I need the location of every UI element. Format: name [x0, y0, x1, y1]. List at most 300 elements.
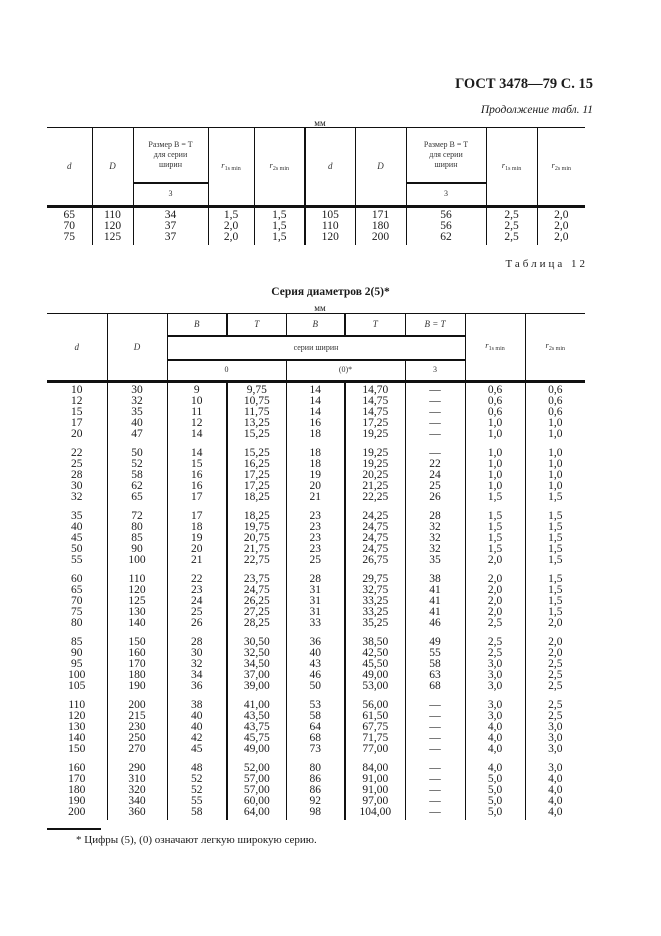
table-cell: 2,5	[487, 647, 503, 659]
table-cell: 2,0	[487, 573, 503, 585]
page-header: ГОСТ 3478—79 С. 15	[455, 76, 593, 92]
table-cell: 100	[128, 554, 146, 566]
table-cell: 20,75	[243, 532, 270, 544]
table-cell: 2,0	[487, 595, 503, 607]
table-cell: 120	[128, 584, 146, 596]
table-cell: 62	[131, 480, 143, 492]
table-cell: 61,50	[362, 710, 389, 722]
table-cell: 73	[309, 743, 321, 755]
table-cell: 2,5	[548, 699, 563, 711]
table-cell: 55	[191, 795, 203, 807]
table-cell: 14	[309, 395, 321, 407]
table-cell: 120	[68, 710, 86, 722]
table-cell: 20	[71, 428, 83, 440]
table-cell: 3,0	[487, 680, 503, 692]
table-cell: 12	[191, 417, 203, 429]
t11-header-r2: $r_{2s min}$	[254, 128, 305, 207]
table-cell: 24	[191, 595, 203, 607]
table-cell: 24,75	[362, 532, 389, 544]
table-cell: 26,25	[243, 595, 270, 607]
table-cell: 290	[128, 762, 146, 774]
table-cell: 1,5	[487, 521, 503, 533]
table-cell: 3,0	[548, 732, 563, 744]
table-cell: 42,50	[362, 647, 389, 659]
table-cell: 14	[191, 447, 203, 459]
table-cell: 1,5	[548, 573, 563, 585]
t11-header-r2-right: $r_{2s min}$	[537, 128, 585, 207]
table-cell: 2,0	[487, 606, 503, 618]
table-cell: 40	[71, 521, 83, 533]
table-cell: 23	[309, 521, 321, 533]
table-cell: 32,50	[243, 647, 270, 659]
table-cell: 52	[191, 773, 203, 785]
table-cell: 17	[71, 417, 83, 429]
table-cell: 4,0	[548, 806, 563, 818]
table-cell: 48	[191, 762, 203, 774]
table-cell: 80	[309, 762, 321, 774]
table-cell: 21,75	[243, 543, 270, 555]
table-cell: 15	[71, 406, 83, 418]
t12-header-D: D	[107, 314, 167, 382]
t11-data-block	[47, 207, 585, 246]
table-cell: —	[429, 406, 441, 418]
table-cell: 1,0	[548, 417, 563, 429]
t11-header-D: D	[92, 128, 133, 207]
table-cell: 19,25	[362, 447, 389, 459]
table-cell: 33,25	[362, 595, 389, 607]
table-cell: 46	[309, 669, 321, 681]
table-cell: 140	[128, 617, 146, 629]
footnote-divider	[47, 828, 101, 830]
table-cell: 52,00	[243, 762, 270, 774]
table-cell: —	[429, 732, 441, 744]
t11-col-d-right: 105 110 120	[305, 207, 355, 246]
t11-col-r1-right: 2,5 2,5 2,5	[486, 207, 537, 246]
table-cell: 57,00	[243, 784, 270, 796]
table-cell: 2,0	[487, 584, 503, 596]
table-cell: 1,5	[548, 584, 563, 596]
table-cell: 35,25	[362, 617, 389, 629]
table-cell: 53,00	[362, 680, 389, 692]
t11-header-r1: $r_{1s min}$	[208, 128, 254, 207]
table-cell: 1,0	[548, 469, 563, 481]
table-cell: 1,0	[487, 417, 503, 429]
table-cell: 33	[309, 617, 321, 629]
table-cell: 90	[71, 647, 83, 659]
t12-col-B-0	[167, 382, 227, 821]
table-cell: 5,0	[487, 784, 503, 796]
table-cell: 64	[309, 721, 321, 733]
table-cell: 130	[68, 721, 86, 733]
table-cell: 230	[128, 721, 146, 733]
table-cell: 19,75	[243, 521, 270, 533]
table-cell: 49	[429, 636, 441, 648]
table11	[47, 127, 585, 245]
t11-header-D-right: D	[355, 128, 406, 207]
table-cell: 2,5	[548, 658, 563, 670]
table-cell: 16,25	[243, 458, 270, 470]
table-cell: 310	[128, 773, 146, 785]
t11-header-series-right: 3	[406, 183, 486, 207]
table-cell: 49,00	[362, 669, 389, 681]
t12-col-r2	[525, 382, 585, 821]
table-cell: 45	[71, 532, 83, 544]
table-cell: 21	[309, 491, 321, 503]
table-cell: 320	[128, 784, 146, 796]
table-cell: 13,25	[243, 417, 270, 429]
table-cell: 160	[128, 647, 146, 659]
table-cell: 1,0	[487, 428, 503, 440]
table-cell: 250	[128, 732, 146, 744]
table-cell: 98	[309, 806, 321, 818]
table-cell: 43	[309, 658, 321, 670]
table-cell: 11,75	[244, 406, 270, 418]
table-cell: 24,25	[362, 510, 389, 522]
t12-header-series-0star: (0)*	[286, 360, 405, 382]
table-cell: 24,75	[362, 521, 389, 533]
table-cell: 58	[429, 658, 441, 670]
t11-header-series: 3	[133, 183, 208, 207]
t12-header-T: T	[227, 314, 286, 336]
table-cell: 160	[68, 762, 86, 774]
table-cell: 11	[191, 406, 203, 418]
table-cell: 40	[131, 417, 143, 429]
table-cell: 1,0	[487, 447, 503, 459]
table-cell: 10	[71, 384, 83, 396]
t12-header-B2: B	[286, 314, 345, 336]
table-cell: 1,0	[548, 458, 563, 470]
table-cell: 17	[191, 510, 203, 522]
table-cell: 85	[131, 532, 143, 544]
table-cell: 30	[191, 647, 203, 659]
table-cell: 270	[128, 743, 146, 755]
table-cell: 2,5	[487, 617, 503, 629]
table-cell: 2,5	[548, 680, 563, 692]
table-cell: 1,0	[487, 458, 503, 470]
table-cell: 90	[131, 543, 143, 555]
t12-header-series-3: 3	[405, 360, 465, 382]
table-cell: 2,0	[487, 554, 503, 566]
table-cell: 180	[68, 784, 86, 796]
table-cell: 56,00	[362, 699, 389, 711]
table-cell: 0,6	[487, 384, 503, 396]
t11-header-r1-right: $r_{1s min}$	[486, 128, 537, 207]
table-cell: 0,6	[548, 395, 563, 407]
table-cell: 110	[68, 699, 86, 711]
table-cell: 1,5	[548, 543, 563, 555]
table-cell: 16	[191, 480, 203, 492]
table-cell: 86	[309, 773, 321, 785]
table-cell: 36	[309, 636, 321, 648]
table-cell: 28	[429, 510, 441, 522]
table-cell: 14,75	[362, 395, 389, 407]
t11-col-r1: 1,5 2,0 2,0	[208, 207, 254, 246]
table-cell: 53	[309, 699, 321, 711]
table-cell: 17,25	[243, 480, 270, 492]
table-cell: 32	[131, 395, 143, 407]
table-cell: 17,25	[362, 417, 389, 429]
table-cell: 22	[191, 573, 203, 585]
table-cell: 1,5	[487, 491, 503, 503]
table-cell: 31	[309, 606, 321, 618]
table-cell: 22,25	[362, 491, 389, 503]
table-cell: 24	[429, 469, 441, 481]
table-cell: 1,5	[487, 510, 503, 522]
table-cell: 50	[131, 447, 143, 459]
table-cell: 340	[128, 795, 146, 807]
table-cell: 28,25	[243, 617, 270, 629]
table-cell: 150	[128, 636, 146, 648]
table-cell: 110	[128, 573, 146, 585]
t12-col-BT-3	[405, 382, 465, 821]
t11-header-d-right: d	[305, 128, 355, 207]
table-cell: 47	[131, 428, 143, 440]
table-cell: 86	[309, 784, 321, 796]
table-cell: 104,00	[359, 806, 392, 818]
table12	[47, 313, 585, 820]
t12-col-T-0star	[345, 382, 405, 821]
table-cell: 50	[309, 680, 321, 692]
table-cell: 65	[71, 584, 83, 596]
table-cell: 2,0	[548, 636, 563, 648]
table-cell: 60,00	[243, 795, 270, 807]
table-cell: 58	[191, 806, 203, 818]
table-cell: —	[429, 721, 441, 733]
t11-col-r2: 1,5 1,5 1,5	[254, 207, 305, 246]
table-cell: 200	[68, 806, 86, 818]
t12-col-T-0	[227, 382, 286, 821]
table-cell: 2,5	[548, 669, 563, 681]
table-cell: —	[429, 417, 441, 429]
table-cell: 14	[309, 406, 321, 418]
table-cell: 35	[429, 554, 441, 566]
table-cell: —	[429, 806, 441, 818]
table-cell: 23	[191, 584, 203, 596]
table-cell: 35	[131, 406, 143, 418]
table-cell: 30,50	[243, 636, 270, 648]
table-cell: 105	[68, 680, 86, 692]
table-cell: 2,5	[548, 710, 563, 722]
table-cell: 32	[71, 491, 83, 503]
table-cell: 57,00	[243, 773, 270, 785]
table-cell: 91,00	[362, 773, 389, 785]
table-cell: 14	[309, 384, 321, 396]
t11-col-D: 110 120 125	[92, 207, 133, 246]
table-cell: 16	[309, 417, 321, 429]
table-cell: 26	[429, 491, 441, 503]
table-cell: 28	[309, 573, 321, 585]
table-cell: 3,0	[548, 762, 563, 774]
t12-col-d	[47, 382, 107, 821]
table-cell: 0,6	[548, 406, 563, 418]
table-cell: 52	[131, 458, 143, 470]
table-cell: 0,6	[487, 395, 503, 407]
table-cell: 4,0	[548, 773, 563, 785]
table-cell: 95	[71, 658, 83, 670]
table-cell: 32	[429, 532, 441, 544]
t11-header-size-right: Размер B = T для серии ширин	[406, 128, 486, 183]
table-cell: 1,5	[548, 595, 563, 607]
table-cell: 23	[309, 532, 321, 544]
table-cell: 84,00	[362, 762, 389, 774]
table-cell: 43,75	[243, 721, 270, 733]
table-cell: —	[429, 795, 441, 807]
table-cell: 80	[131, 521, 143, 533]
table-cell: 36	[191, 680, 203, 692]
table-cell: 37,00	[243, 669, 270, 681]
table-cell: 60	[71, 573, 83, 585]
table-cell: 80	[71, 617, 83, 629]
table-cell: 15,25	[243, 428, 270, 440]
table-cell: —	[429, 395, 441, 407]
table12-unit: мм	[314, 303, 326, 313]
table-cell: 4,0	[487, 721, 503, 733]
table-cell: 4,0	[548, 784, 563, 796]
table-cell: 97,00	[362, 795, 389, 807]
table-cell: 1,5	[548, 532, 563, 544]
table-cell: 31	[309, 584, 321, 596]
table-cell: 21	[191, 554, 203, 566]
table-cell: 50	[71, 543, 83, 555]
table-cell: 0,6	[487, 406, 503, 418]
table-cell: 1,5	[487, 543, 503, 555]
table-cell: 77,00	[362, 743, 389, 755]
table-cell: 38,50	[362, 636, 389, 648]
table-cell: 26	[191, 617, 203, 629]
table-cell: 20,25	[362, 469, 389, 481]
table-cell: 130	[128, 606, 146, 618]
table-cell: 72	[131, 510, 143, 522]
table-cell: 3,0	[548, 721, 563, 733]
table-cell: 64,00	[243, 806, 270, 818]
table-cell: 18	[309, 447, 321, 459]
table-cell: 18,25	[243, 491, 270, 503]
table-cell: 17	[191, 491, 203, 503]
table-cell: 20	[309, 480, 321, 492]
table-cell: 2,0	[548, 617, 563, 629]
t12-header-series-label: серии ширин	[167, 336, 465, 360]
table-cell: —	[429, 384, 441, 396]
table-cell: 14,75	[362, 406, 389, 418]
table-cell: 27,25	[243, 606, 270, 618]
table-cell: 75	[71, 606, 83, 618]
table-cell: 360	[128, 806, 146, 818]
table-cell: 215	[128, 710, 146, 722]
table-cell: 28	[71, 469, 83, 481]
table-cell: 1,5	[548, 554, 563, 566]
table-cell: 1,0	[548, 447, 563, 459]
table-cell: 4,0	[487, 732, 503, 744]
table-cell: 170	[68, 773, 86, 785]
table11-continuation-label: Продолжение табл. 11	[480, 104, 593, 116]
table-cell: 200	[128, 699, 146, 711]
table-cell: 9,75	[246, 384, 267, 396]
table-cell: 3,0	[487, 658, 503, 670]
table-cell: 1,0	[548, 480, 563, 492]
table-cell: 1,0	[487, 480, 503, 492]
table-cell: 3,0	[487, 669, 503, 681]
table-cell: 15,25	[243, 447, 270, 459]
table-cell: 19,25	[362, 458, 389, 470]
table-cell: 0,6	[548, 384, 563, 396]
table-cell: 16	[191, 469, 203, 481]
table-cell: 65	[131, 491, 143, 503]
table-cell: 39,00	[243, 680, 270, 692]
t11-col-BT: 34 37 37	[133, 207, 208, 246]
table-cell: 63	[429, 669, 441, 681]
table-cell: 22	[429, 458, 441, 470]
table-cell: 1,5	[548, 606, 563, 618]
table-cell: 4,0	[487, 762, 503, 774]
table-cell: 22	[71, 447, 83, 459]
table-cell: 10	[191, 395, 203, 407]
table-cell: 32,75	[362, 584, 389, 596]
table-cell: 19	[191, 532, 203, 544]
table-cell: 23	[309, 510, 321, 522]
table11-unit: мм	[314, 118, 326, 128]
table-cell: 180	[128, 669, 146, 681]
t12-header-B: B	[167, 314, 227, 336]
table-cell: 28	[191, 636, 203, 648]
t12-data-block	[47, 382, 585, 821]
table-cell: 18,25	[243, 510, 270, 522]
table-cell: 26,75	[362, 554, 389, 566]
table-cell: 41	[429, 584, 441, 596]
table12-label: Таблица 12	[505, 258, 588, 270]
table-cell: 125	[128, 595, 146, 607]
footnote: * Цифры (5), (0) означают легкую широкую серию.	[76, 834, 317, 846]
table-cell: 3,0	[548, 743, 563, 755]
table-cell: 100	[68, 669, 86, 681]
table-cell: 91,00	[362, 784, 389, 796]
table-cell: 1,0	[548, 428, 563, 440]
table-cell: 70	[71, 595, 83, 607]
table-cell: 18	[191, 521, 203, 533]
table-cell: 41	[429, 595, 441, 607]
table-cell: 5,0	[487, 773, 503, 785]
table-cell: 23	[309, 543, 321, 555]
table-cell: —	[429, 710, 441, 722]
table-cell: 40	[309, 647, 321, 659]
table-cell: 58	[309, 710, 321, 722]
table-cell: 55	[429, 647, 441, 659]
table-cell: 46	[429, 617, 441, 629]
table-cell: 30	[131, 384, 143, 396]
table-cell: —	[429, 784, 441, 796]
table-cell: 9	[193, 384, 200, 396]
table-cell: 1,5	[548, 491, 563, 503]
table-cell: 68	[429, 680, 441, 692]
t12-col-B-0star	[286, 382, 345, 821]
table-cell: 71,75	[362, 732, 389, 744]
table-cell: 1,0	[487, 469, 503, 481]
t12-header-BT: B = T	[405, 314, 465, 336]
t12-header-r2: $r_{2s min}$	[525, 314, 585, 382]
table-cell: 1,5	[548, 521, 563, 533]
table-cell: 31	[309, 595, 321, 607]
table-cell: 4,0	[487, 743, 503, 755]
table-cell: 140	[68, 732, 86, 744]
t11-col-D-right: 171 180 200	[355, 207, 406, 246]
t11-col-BT-right: 56 56 62	[406, 207, 486, 246]
table-cell: 45,75	[243, 732, 270, 744]
table-cell: 17,25	[243, 469, 270, 481]
table-cell: 45,50	[362, 658, 389, 670]
table-cell: 41	[429, 606, 441, 618]
table-cell: 32	[429, 543, 441, 555]
table-cell: 22,75	[243, 554, 270, 566]
table-cell: 190	[68, 795, 86, 807]
